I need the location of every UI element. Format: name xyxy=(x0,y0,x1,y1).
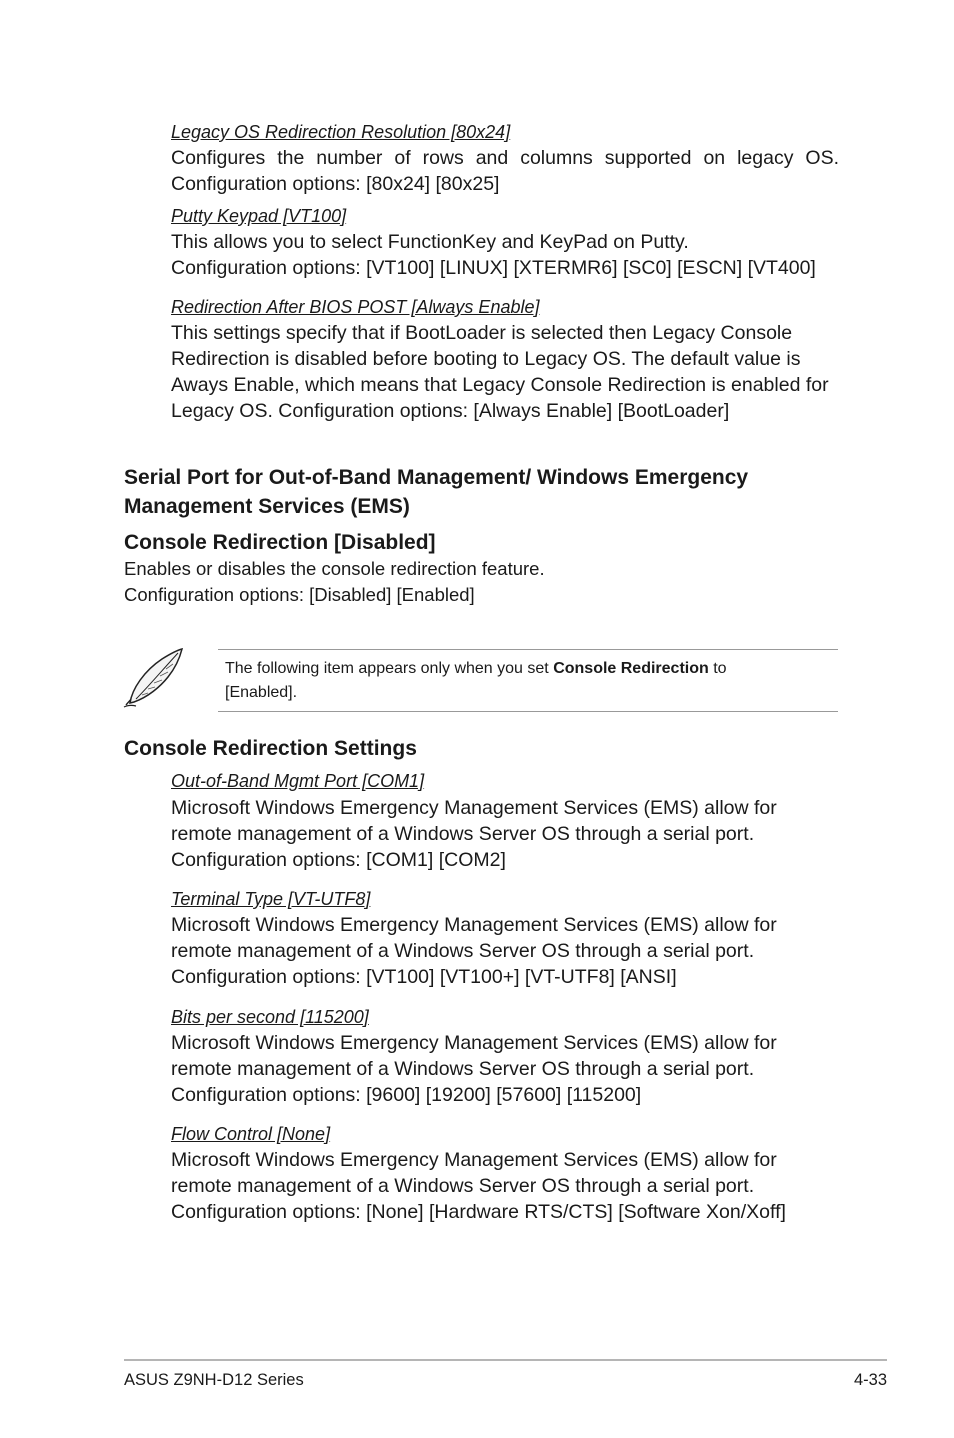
body-line: Configures the number of rows and columns supported on legacy OS. xyxy=(171,147,839,169)
note-top-rule xyxy=(218,649,838,650)
body-line: Microsoft Windows Emergency Management Services (EMS) allow for xyxy=(171,1032,777,1054)
note-line: [Enabled]. xyxy=(225,684,298,701)
note-text-after: to xyxy=(708,660,727,677)
footer-rule xyxy=(124,1359,887,1361)
body-line: remote management of a Windows Server OS through a serial port. xyxy=(171,1175,755,1197)
body-line: remote management of a Windows Server OS through a serial port. xyxy=(171,1058,755,1080)
section-heading-line: Serial Port for Out-of-Band Management/ Windows Emergency xyxy=(124,466,749,489)
body-line: Microsoft Windows Emergency Management Services (EMS) allow for xyxy=(171,1149,777,1171)
body-line: remote management of a Windows Server OS through a serial port. xyxy=(171,940,755,962)
item-title-flow-control: Flow Control [None] xyxy=(171,1124,331,1144)
body-line: Legacy OS. Configuration options: [Always Enable] [BootLoader] xyxy=(171,400,730,422)
body-line: Configuration options: [Disabled] [Enabled] xyxy=(124,584,475,605)
note-line xyxy=(225,657,825,681)
item-body-bits-per-second xyxy=(171,1030,839,1108)
body-line: This allows you to select FunctionKey and KeyPad on Putty. xyxy=(171,231,689,253)
body-line: Configuration options: [COM1] [COM2] xyxy=(171,849,506,871)
section-heading xyxy=(124,463,748,521)
body-line: remote management of a Windows Server OS through a serial port. xyxy=(171,823,755,845)
body-line: Aways Enable, which means that Legacy Console Redirection is enabled for xyxy=(171,374,829,396)
body-line: Microsoft Windows Emergency Management Services (EMS) allow for xyxy=(171,914,777,936)
settings-heading: Console Redirection Settings xyxy=(124,737,417,760)
item-title-terminal-type: Terminal Type [VT-UTF8] xyxy=(171,889,371,909)
item-body-putty-keypad xyxy=(171,229,839,281)
body-line: Configuration options: [None] [Hardware RTS/CTS] [Software Xon/Xoff] xyxy=(171,1201,786,1223)
body-line: Configuration options: [9600] [19200] [57600] [115200] xyxy=(171,1084,642,1106)
item-body-terminal-type xyxy=(171,912,839,990)
note-text-before: The following item appears only when you set xyxy=(225,660,554,677)
body-line: Microsoft Windows Emergency Management Services (EMS) allow for xyxy=(171,797,777,819)
feather-pen-icon xyxy=(122,645,186,709)
body-line: Configuration options: [VT100] [LINUX] [XTERMR6] [SC0] [ESCN] [VT400] xyxy=(171,257,816,279)
item-body-redirection-after-post xyxy=(171,320,839,424)
body-line: Configuration options: [80x24] [80x25] xyxy=(171,173,500,195)
item-body-oob-mgmt-port xyxy=(171,795,839,873)
item-title-bits-per-second: Bits per second [115200] xyxy=(171,1007,369,1027)
body-line: Enables or disables the console redirection feature. xyxy=(124,558,545,579)
item-title-legacy-os-resolution: Legacy OS Redirection Resolution [80x24] xyxy=(171,122,511,142)
console-redirection-heading: Console Redirection [Disabled] xyxy=(124,531,436,554)
item-title-redirection-after-post: Redirection After BIOS POST [Always Enable] xyxy=(171,297,540,317)
item-body-flow-control xyxy=(171,1147,839,1225)
note-text-bold: Console Redirection xyxy=(553,660,709,677)
note-text xyxy=(225,657,825,705)
item-title-oob-mgmt-port: Out-of-Band Mgmt Port [COM1] xyxy=(171,771,425,791)
body-line: Configuration options: [VT100] [VT100+] [VT-UTF8] [ANSI] xyxy=(171,966,677,988)
note-bottom-rule xyxy=(218,711,838,712)
footer-product-name: ASUS Z9NH-D12 Series xyxy=(124,1371,304,1389)
item-title-putty-keypad: Putty Keypad [VT100] xyxy=(171,206,347,226)
body-line: This settings specify that if BootLoader is selected then Legacy Console xyxy=(171,322,793,344)
console-redirection-body xyxy=(124,556,545,608)
item-body-legacy-os-resolution xyxy=(171,145,839,197)
footer-page-number: 4-33 xyxy=(853,1371,887,1389)
body-line: Redirection is disabled before booting to Legacy OS. The default value is xyxy=(171,348,801,370)
section-heading-line: Management Services (EMS) xyxy=(124,495,410,518)
